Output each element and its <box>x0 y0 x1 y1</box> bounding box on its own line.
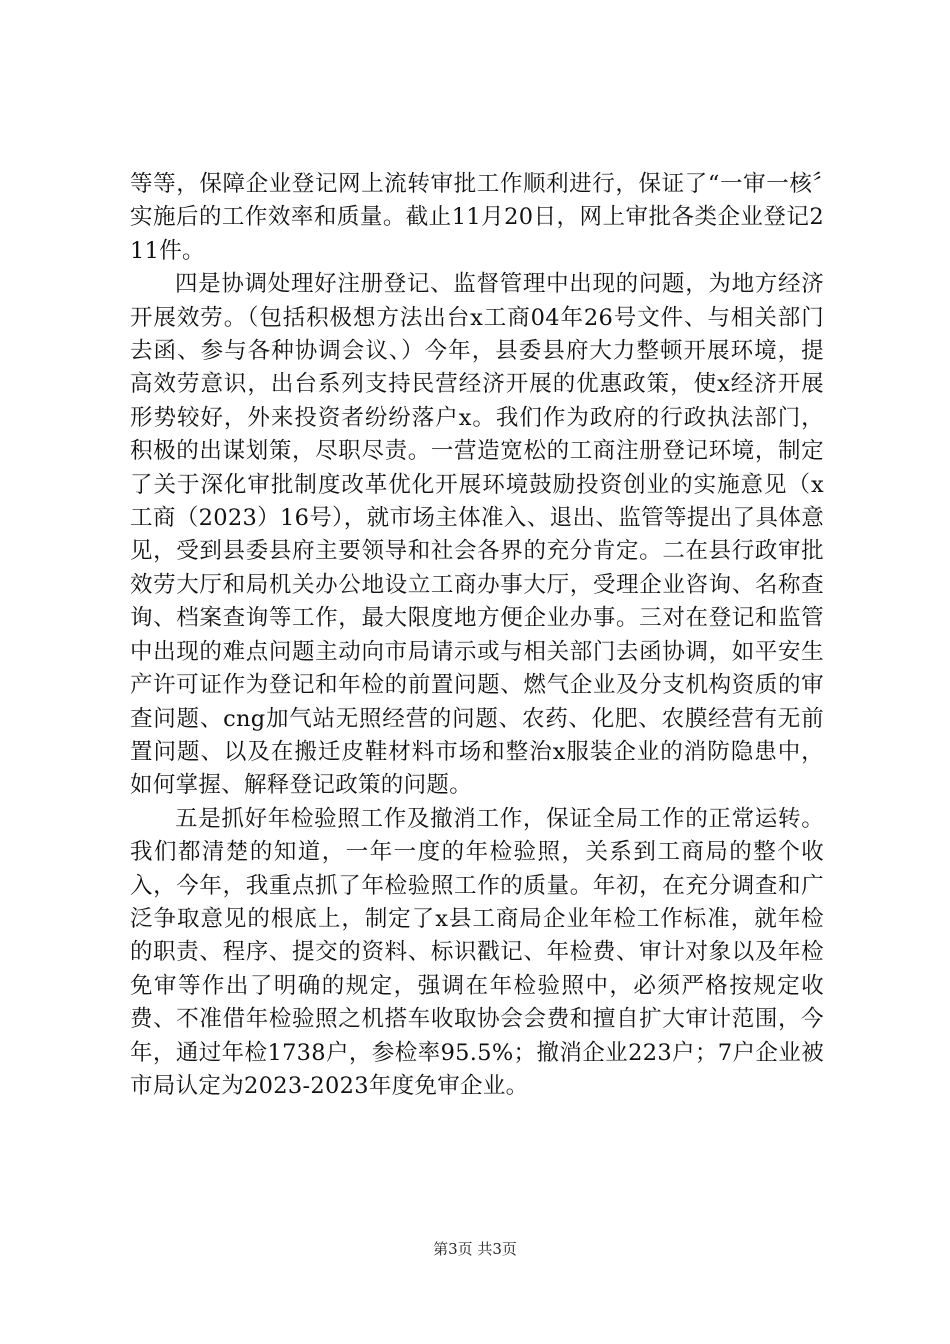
page-footer <box>0 1238 950 1259</box>
document-body <box>130 168 824 1103</box>
paragraph-item-five: 五是抓好年检验照工作及撤消工作，保证全局工作的正常运转。我们都清楚的知道，一年一度的年检验照，关系到工商局的整个收入，今年，我重点抓了年检验照工作的质量。年初，在充分调查和广泛争取意见的根底上，制定了x县工商局企业年检工作标准，就年检的职责、程序、提交的资料、标识戳记、年检费、审计对象以及年检免审等作出了明确的规定，强调在年检验照中，必须严格按规定收费、不准借年检验照之机搭车收取协会会费和擅自扩大审计范围，今年，通过年检1738户，参检率95.5%；撤消企业223户；7户企业被市局认定为2023-2023年度免审企业。 <box>130 805 824 1099</box>
page-number-label: 第3页 共3页 <box>433 1240 517 1258</box>
paragraph-item-four: 四是协调处理好注册登记、监督管理中出现的问题，为地方经济开展效劳。（包括积极想方法出台x工商04年26号文件、与相关部门去函、参与各种协调会议、）今年，县委县府大力整顿开展环境，提高效劳意识，出台系列支持民营经济开展的优惠政策，使x经济开展形势较好，外来投资者纷纷落户x。我们作为政府的行政执法部门，积极的出谋划策，尽职尽责。一营造宽松的工商注册登记环境，制定了关于深化审批制度改革优化开展环境鼓励投资创业的实施意见（x工商（2023）16号），就市场主体准入、退出、监管等提出了具体意见，受到县委县府主要领导和社会各界的充分肯定。二在县行政审批效劳大厅和局机关办公地设立工商办事大厅，受理企业咨询、名称查询、档案查询等工作，最大限度地方便企业办事。三对在登记和监管中出现的难点问题主动向市局请示或与相关部门去函协调，如平安生产许可证作为登记和年检的前置问题、燃气企业及分支机构资质的审查问题、cng加气站无照经营的问题、农药、化肥、农膜经营有无前置问题、以及在搬迁皮鞋材料市场和整治x服装企业的消防隐患中，如何掌握、解释登记政策的问题。 <box>130 271 824 799</box>
paragraph-continuation: 等等，保障企业登记网上流转审批工作顺利进行，保证了“一审一核〞实施后的工作效率和质量。截止11月20日，网上审批各类企业登记211件。 <box>130 171 824 264</box>
